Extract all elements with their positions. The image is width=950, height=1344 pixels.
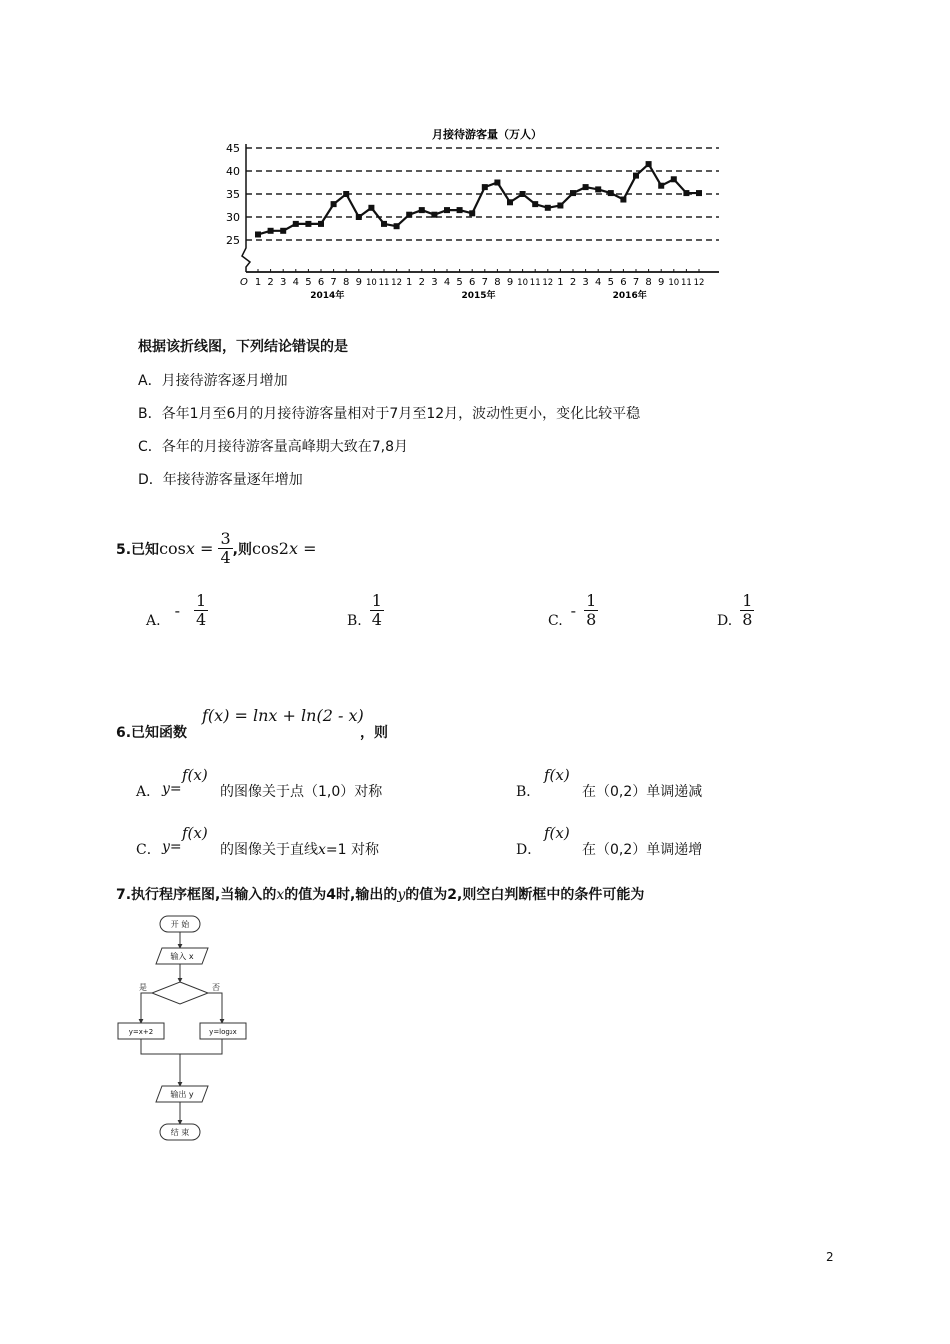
- q6-c-x: x: [318, 842, 326, 858]
- data-point: [293, 221, 299, 227]
- x-tick-label: 11: [680, 278, 692, 288]
- option-label: D.: [717, 612, 733, 629]
- x-tick-label: 10: [517, 278, 529, 288]
- x-tick-label: 4: [292, 277, 299, 288]
- origin-label: O: [240, 277, 248, 288]
- y-tick-label: 30: [226, 211, 240, 224]
- x-tick-label: 6: [469, 277, 476, 288]
- data-point: [658, 183, 664, 189]
- q4-option-c: C．各年的月接待游客量高峰期大致在7,8月: [138, 439, 409, 455]
- data-point: [595, 186, 601, 192]
- data-point: [394, 223, 400, 229]
- flow-line: [141, 1039, 180, 1054]
- x-tick-label: 4: [443, 277, 451, 288]
- x-tick-label: 7: [481, 277, 488, 288]
- x-tick-label: 4: [595, 277, 602, 288]
- frac-num: 1: [742, 591, 753, 610]
- x-tick-label: 2: [267, 277, 274, 288]
- x-tick-label: 1: [557, 277, 564, 288]
- q5-x: x: [185, 539, 195, 558]
- q5-mid: ,则: [232, 541, 252, 558]
- tourist-line-chart: [225, 120, 725, 310]
- q5-a-fraction: [194, 592, 208, 629]
- program-flowchart: [112, 910, 272, 1150]
- data-point: [570, 190, 576, 196]
- right-box-label: y=log₂x: [209, 1028, 237, 1036]
- x-tick-label: 5: [607, 277, 614, 288]
- q6-b-fx: f(x): [544, 766, 570, 784]
- x-tick-label: 8: [343, 277, 350, 288]
- option-label: B.: [347, 612, 362, 629]
- data-point: [469, 210, 475, 216]
- y-tick-label: 35: [226, 188, 240, 201]
- option-label: C.: [548, 612, 563, 629]
- q5-option-d: [717, 592, 754, 629]
- q6-c-label: C．: [136, 842, 161, 858]
- q6-c-y: y=: [162, 839, 182, 855]
- q4-prompt: 根据该折线图，下列结论错误的是: [138, 339, 348, 355]
- no-label: 否: [212, 983, 220, 992]
- q6-a-label: A．: [136, 784, 161, 800]
- frac-num: 1: [371, 591, 382, 610]
- data-point: [545, 205, 551, 211]
- decision-diamond: [152, 982, 208, 1004]
- q5-cos: cos: [159, 539, 186, 558]
- data-point: [343, 191, 349, 197]
- flow-line: [180, 1039, 222, 1054]
- minus-sign: -: [570, 601, 577, 620]
- x-tick-label: 9: [355, 277, 362, 288]
- data-point: [268, 228, 274, 234]
- q6-d-text: 在（0,2）单调递增: [582, 842, 703, 858]
- y-tick-label: 25: [226, 234, 240, 247]
- data-point: [356, 214, 362, 220]
- y-axis: [242, 144, 250, 272]
- data-point: [608, 190, 614, 196]
- q5-lead: 5.已知: [116, 541, 160, 558]
- q5-option-b: [347, 592, 384, 629]
- q5-fraction: [218, 530, 232, 567]
- year-label: 2015年: [461, 291, 496, 301]
- y-tick-label: 40: [226, 165, 240, 178]
- data-point: [444, 207, 450, 213]
- x-tick-label: 9: [658, 277, 665, 288]
- x-tick-label: 8: [494, 277, 501, 288]
- x-tick-label: 2: [418, 277, 425, 288]
- q6-d-label: D．: [516, 842, 542, 858]
- x-tick-label: 7: [632, 277, 640, 288]
- data-point: [457, 207, 463, 213]
- frac-num: 1: [586, 591, 597, 610]
- q5-frac-den: 4: [220, 548, 231, 567]
- x-tick-label: 6: [620, 277, 627, 288]
- q6-a-y: y=: [162, 781, 182, 797]
- minus-sign: -: [174, 601, 180, 620]
- q6-c-text: [220, 839, 379, 859]
- data-point: [696, 190, 702, 196]
- input-label: 输入 x: [170, 952, 194, 961]
- data-point: [633, 173, 639, 179]
- chart-title: 月接待游客量（万人）: [432, 128, 542, 141]
- q6-tail: ，则: [360, 725, 388, 741]
- q6-c-text-b: =1 对称: [325, 842, 379, 858]
- q6-a-fx: f(x): [182, 766, 208, 784]
- q5-tail: =: [298, 539, 317, 558]
- q6-lead: 6.已知函数: [116, 725, 188, 741]
- q6-a-text: 的图像关于点（1,0）对称: [220, 784, 383, 800]
- q6-formula: f(x) = lnx + ln(2 - x): [202, 706, 364, 725]
- frac-den: 4: [371, 610, 382, 629]
- y-tick-label: 45: [226, 142, 240, 155]
- q7-prompt-a: 7.执行程序框图,当输入的: [116, 887, 277, 903]
- x-tick-label: 3: [280, 277, 287, 288]
- q5-option-a: [146, 592, 208, 629]
- data-point: [280, 228, 286, 234]
- end-label: 结 束: [170, 1128, 190, 1137]
- q5-b-fraction: [370, 592, 384, 629]
- x-tick-label: 11: [378, 278, 390, 288]
- q4-option-b: B．各年1月至6月的月接待游客量相对于7月至12月，波动性更小，变化比较平稳: [138, 406, 641, 422]
- data-point: [255, 231, 261, 237]
- flow-arrow: [208, 993, 222, 1023]
- year-label: 2016年: [612, 291, 647, 301]
- q5-eq: =: [194, 539, 219, 558]
- x-tick-label: 2: [569, 277, 577, 288]
- data-point: [482, 184, 488, 190]
- data-point: [494, 180, 500, 186]
- q5-c-fraction: [584, 592, 598, 629]
- q7-y: y: [397, 887, 406, 903]
- output-label: 输出 y: [170, 1090, 194, 1099]
- x-tick-label: 12: [391, 278, 403, 288]
- frac-den: 8: [586, 610, 597, 629]
- frac-den: 4: [195, 610, 207, 629]
- x-tick-label: 6: [317, 277, 325, 288]
- q7-prompt: [116, 884, 644, 904]
- q5-x2: x: [288, 539, 299, 558]
- q4-option-a: A．月接待游客逐月增加: [138, 373, 288, 389]
- x-tick-label: 5: [456, 277, 463, 288]
- x-tick-label: 9: [506, 277, 514, 288]
- x-tick-label: 10: [365, 278, 377, 288]
- q5-option-c: [548, 592, 598, 629]
- x-tick-label: 5: [305, 277, 312, 288]
- q6-d-fx: f(x): [544, 824, 570, 842]
- data-point: [406, 212, 412, 218]
- data-point: [381, 221, 387, 227]
- page-number: 2: [826, 1250, 834, 1264]
- data-point: [431, 212, 437, 218]
- data-point: [318, 221, 324, 227]
- data-point: [583, 184, 589, 190]
- x-tick-label: 1: [254, 277, 262, 288]
- x-tick-label: 7: [330, 277, 337, 288]
- data-point: [671, 176, 677, 182]
- data-point: [368, 205, 374, 211]
- start-label: 开 始: [170, 920, 190, 929]
- x-tick-label: 12: [542, 278, 554, 288]
- x-tick-label: 3: [431, 277, 438, 288]
- frac-num: 1: [195, 591, 207, 610]
- q7-prompt-b: 的值为4时,输出的: [284, 887, 398, 903]
- year-label: 2014年: [310, 291, 345, 301]
- q4-option-d: D．年接待游客量逐年增加: [138, 472, 303, 488]
- data-point: [620, 197, 626, 203]
- q5-cos2: cos2: [252, 539, 289, 558]
- data-point: [683, 190, 689, 196]
- x-tick-label: 8: [645, 277, 652, 288]
- q6-c-text-a: 的图像关于直线: [220, 842, 318, 858]
- data-point: [507, 199, 513, 205]
- x-tick-label: 12: [693, 278, 705, 288]
- left-box-label: y=x+2: [128, 1028, 154, 1036]
- data-point: [557, 203, 563, 209]
- q6-c-fx: f(x): [182, 824, 208, 842]
- q7-x: x: [276, 887, 285, 903]
- q7-prompt-c: 的值为2,则空白判断框中的条件可能为: [405, 887, 645, 903]
- q6-b-label: B．: [516, 784, 541, 800]
- series-line: [258, 164, 699, 234]
- data-point: [331, 201, 337, 207]
- q5-frac-num: 3: [220, 529, 231, 548]
- option-label: A.: [146, 612, 161, 629]
- x-tick-label: 3: [582, 277, 589, 288]
- yes-label: 是: [139, 983, 147, 992]
- x-tick-label: 10: [668, 278, 680, 288]
- data-point: [646, 161, 652, 167]
- frac-den: 8: [742, 610, 753, 629]
- q5-d-fraction: [740, 592, 754, 629]
- data-point: [532, 201, 538, 207]
- data-point: [305, 221, 311, 227]
- q5-stem: [116, 530, 317, 567]
- data-point: [419, 207, 425, 213]
- data-point: [520, 191, 526, 197]
- flow-arrow: [141, 993, 152, 1023]
- x-tick-label: 11: [529, 278, 541, 288]
- q6-b-text: 在（0,2）单调递减: [582, 784, 703, 800]
- x-tick-label: 1: [406, 277, 413, 288]
